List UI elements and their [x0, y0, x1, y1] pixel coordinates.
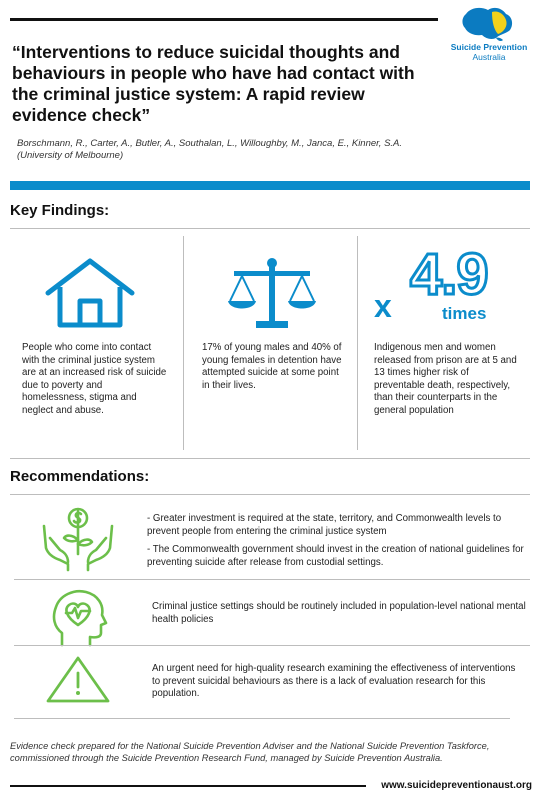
warning-triangle-icon — [42, 653, 114, 707]
recommendation-text — [152, 663, 526, 701]
affiliation: (University of Melbourne) — [17, 150, 124, 161]
recommendation-rule — [14, 645, 530, 646]
author-list: Borschmann, R., Carter, A., Butler, A., Southalan, L., Willoughby, M., Janca, E., Kinner, S.A. — [17, 138, 403, 149]
recommendation-text — [152, 601, 526, 626]
key-findings-rule — [10, 228, 530, 229]
recommendation-line: Criminal justice settings should be routinely included in population-level national mental health policies — [152, 601, 526, 625]
multiplier-suffix: times — [442, 304, 487, 323]
footer-note: Evidence check prepared for the National Suicide Prevention Adviser and the National Suicide Prevention Taskforce, commissioned through the Suicide Prevention Research Fund, managed by Suicide Prevention Australia. — [10, 741, 490, 763]
recommendation-line: An urgent need for high-quality research examining the effectiveness of interventions to prevent suicidal behaviours as there is a lack of evaluation research for this population. — [152, 663, 516, 700]
page-title: “Interventions to reduce suicidal thoughts and behaviours in people who have had contact with the criminal justice system: A rapid review evidence check” — [12, 42, 415, 125]
column-divider — [183, 236, 184, 450]
logo-wordmark — [442, 42, 536, 62]
header-rule — [10, 18, 438, 21]
footer-rule — [10, 785, 366, 787]
section-rule — [10, 458, 530, 459]
multiplier-value: 4.9 — [410, 242, 488, 307]
recommendation-text — [147, 513, 525, 569]
recommendations-heading: Recommendations: — [10, 468, 150, 485]
finding-text: People who come into contact with the criminal justice system are at an increased risk of suicide due to poverty and homelessness, stigma and neglect and abuse. — [22, 342, 167, 416]
key-findings-heading: Key Findings: — [10, 202, 110, 219]
website-link[interactable]: www.suicidepreventionaust.org — [381, 780, 532, 791]
blue-band — [10, 181, 530, 190]
logo-line2: Australia — [472, 52, 506, 62]
recommendation-line: - The Commonwealth government should invest in the creation of national guidelines for preventing suicide after release from custodial settings. — [147, 544, 524, 568]
investment-hands-icon — [38, 504, 118, 574]
recommendation-rule — [14, 579, 530, 580]
multiplier-x: x — [374, 288, 392, 324]
authors — [17, 138, 487, 162]
finding-text: Indigenous men and women released from prison are at 5 and 13 times higher risk of preventable death, respectively, than their counterparts in the general population — [374, 342, 517, 416]
logo-line1: Suicide Prevention — [450, 42, 528, 52]
recommendation-rule — [14, 718, 510, 719]
house-icon — [40, 255, 140, 331]
finding-text: 17% of young males and 40% of young females in detention have attempted suicide at some point in their lives. — [202, 342, 342, 391]
recommendations-rule — [10, 494, 530, 495]
column-divider — [357, 236, 358, 450]
multiplier-graphic — [372, 242, 502, 330]
scales-icon — [222, 255, 322, 331]
mental-health-head-icon — [44, 587, 114, 649]
recommendation-line: - Greater investment is required at the state, territory, and Commonwealth levels to prevent people from entering the criminal justice system — [147, 513, 502, 537]
